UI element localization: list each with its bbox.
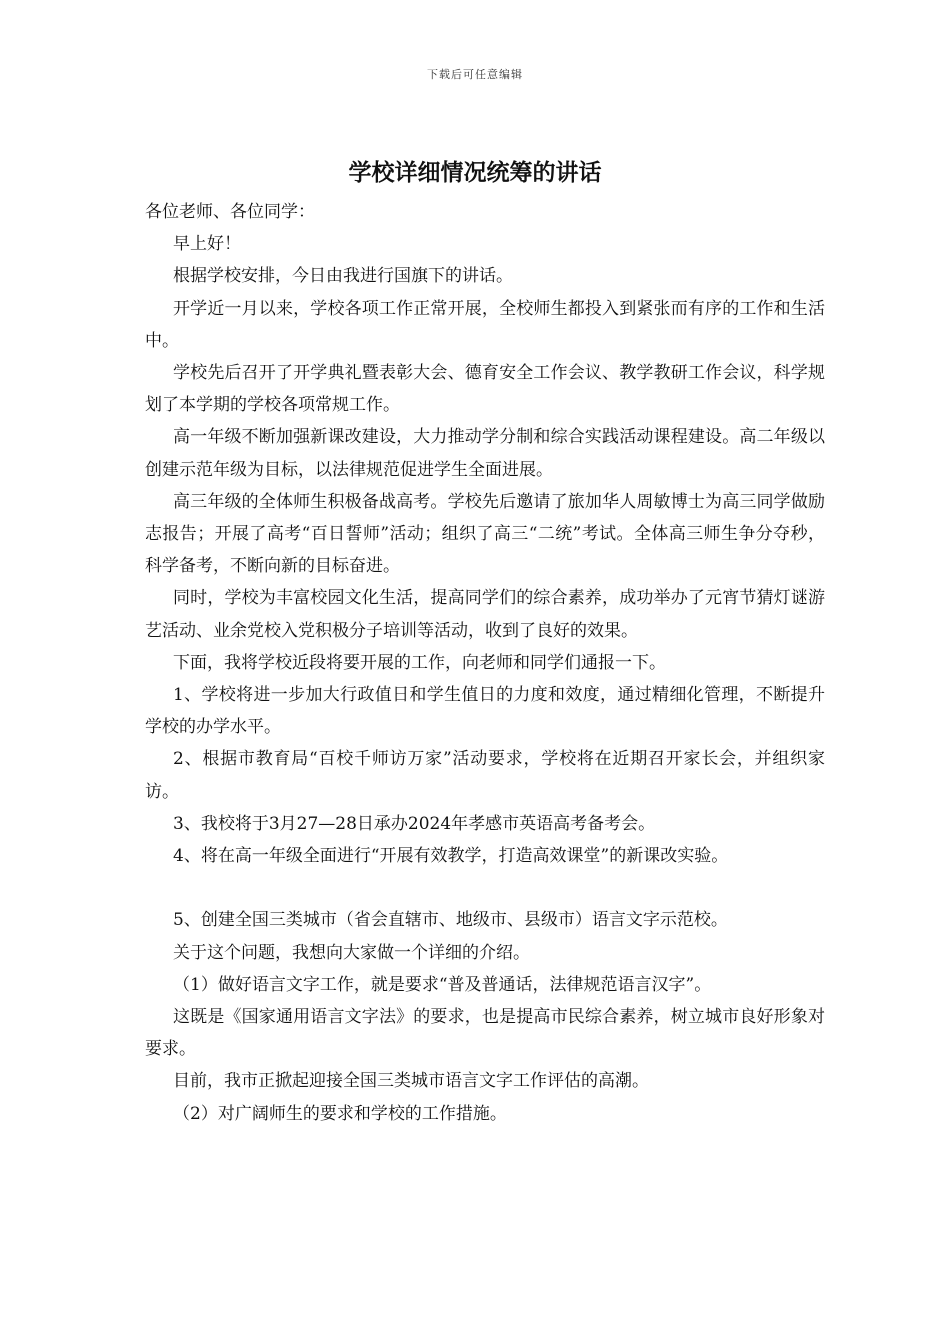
document-body	[145, 196, 825, 1130]
header-note: 下载后可任意编辑	[427, 68, 523, 81]
list-item: 2、根据市教育局“百校千师访万家”活动要求，学校将在近期召开家长会，并组织家访。	[145, 749, 825, 802]
paragraph: 下面，我将学校近段将要开展的工作，向老师和同学们通报一下。	[173, 652, 666, 673]
paragraph: 学校先后召开了开学典礼暨表彰大会、德育安全工作会议、教学教研工作会议，科学规划了本学期的学校各项常规工作。	[145, 363, 825, 416]
list-item: 1、学校将进一步加大行政值日和学生值日的力度和效度，通过精细化管理，不断提升学校的办学水平。	[145, 685, 825, 738]
paragraph: 同时，学校为丰富校园文化生活，提高同学们的综合素养，成功举办了元宵节猜灯谜游艺活动、业余党校入党积极分子培训等活动，收到了良好的效果。	[145, 588, 825, 641]
paragraph: 这既是《国家通用语言文字法》的要求，也是提高市民综合素养，树立城市良好形象对要求。	[145, 1007, 825, 1060]
paragraph: 关于这个问题，我想向大家做一个详细的介绍。	[173, 942, 530, 963]
list-item: 5、创建全国三类城市（省会直辖市、地级市、县级市）语言文字示范校。	[173, 910, 728, 931]
sub-item: （2）对广阔师生的要求和学校的工作措施。	[173, 1103, 507, 1124]
paragraph: 开学近一月以来，学校各项工作正常开展，全校师生都投入到紧张而有序的工作和生活中。	[145, 298, 825, 351]
list-item: 3、我校将于3月27—28日承办2024年孝感市英语高考备考会。	[173, 813, 656, 834]
paragraph: 目前，我市正掀起迎接全国三类城市语言文字工作评估的高潮。	[173, 1071, 649, 1092]
paragraph: 高三年级的全体师生积极备战高考。学校先后邀请了旅加华人周敏博士为高三同学做励志报告；开展了高考“百日誓师”活动；组织了高三“二统”考试。全体高三师生争分夺秒，科学备考，不断向新的目标奋进。	[145, 491, 825, 577]
paragraph: 根据学校安排，今日由我进行国旗下的讲话。	[173, 266, 513, 287]
sub-item: （1）做好语言文字工作，就是要求“普及普通话，法律规范语言汉字”。	[173, 974, 712, 995]
blank-line	[145, 872, 825, 904]
list-item: 4、将在高一年级全面进行“开展有效教学，打造高效课堂”的新课改实验。	[173, 846, 729, 867]
paragraph: 高一年级不断加强新课改建设，大力推动学分制和综合实践活动课程建设。高二年级以创建示范年级为目标，以法律规范促进学生全面进展。	[145, 427, 825, 480]
paragraph: 早上好！	[173, 234, 241, 255]
document-title: 学校详细情况统筹的讲话	[348, 159, 602, 186]
salutation: 各位老师、各位同学：	[145, 202, 315, 222]
